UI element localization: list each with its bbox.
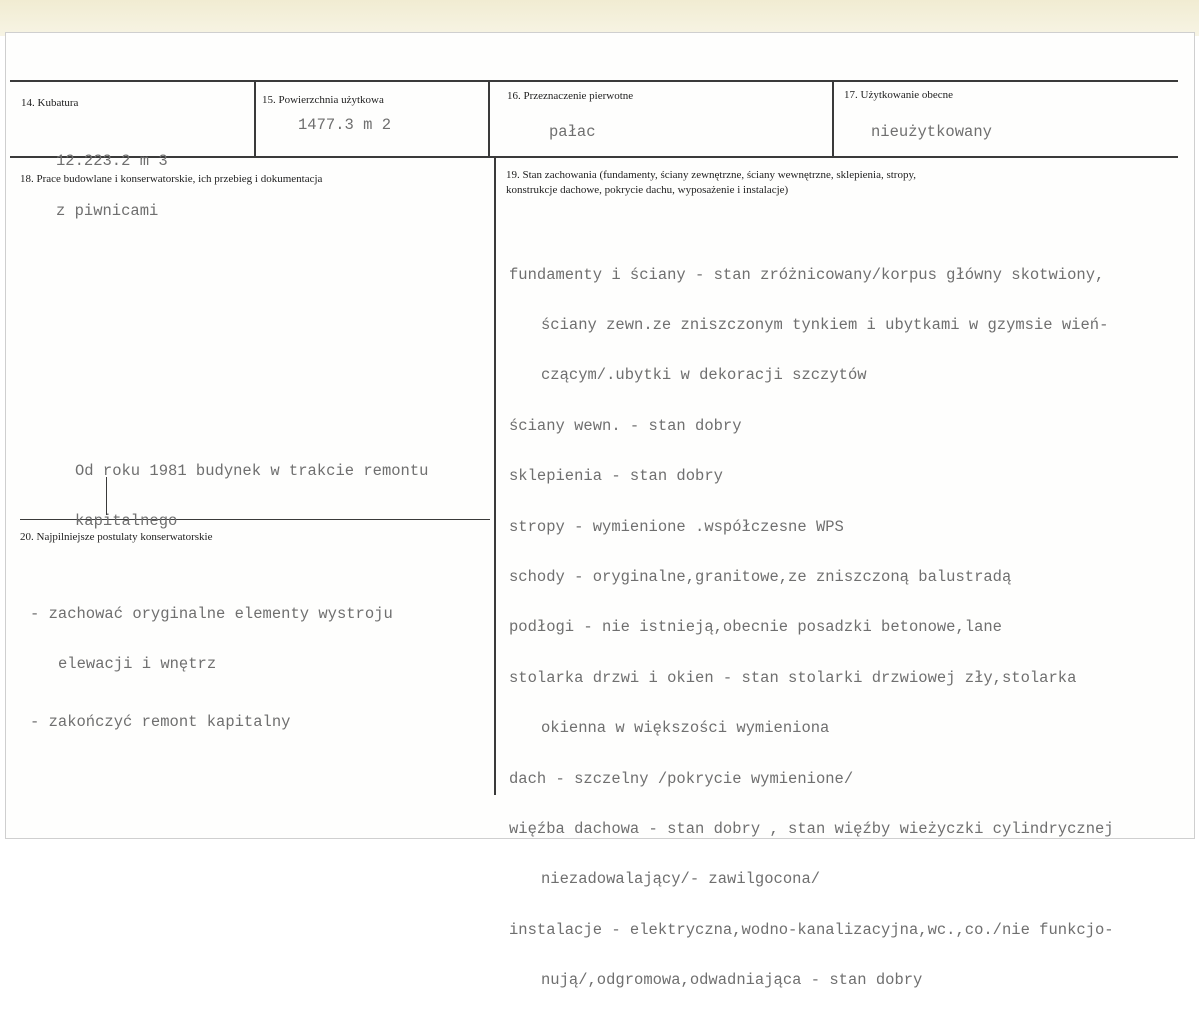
divider-row1-bottom	[10, 156, 1178, 158]
field-14-value-line: z piwnicami	[56, 201, 159, 220]
field-19-label-line: konstrukcje dachowe, pokrycie dachu, wyposażenie i instalacje)	[506, 184, 789, 196]
divider-col1	[254, 81, 256, 157]
field-18-value-line: kapitalnego	[75, 511, 178, 530]
field-19-line: fundamenty i ściany - stan zróżnicowany/korpus główny skotwiony,	[509, 265, 1105, 284]
divider-col3	[832, 81, 834, 157]
field-16-value: pałac	[549, 123, 596, 141]
field-15-value: 1477.3 m 2	[298, 116, 392, 134]
field-18-label: 18. Prace budowlane i konserwatorskie, ich przebieg i dokumentacja	[20, 173, 323, 185]
field-20-label: 20. Najpilniejsze postulaty konserwatorskie	[20, 531, 213, 543]
field-20-value	[30, 572, 393, 765]
field-19-line: okienna w większości wymieniona	[541, 719, 830, 738]
field-19-line: stropy - wymienione .współczesne WPS	[509, 517, 844, 536]
field-19-line: czącym/.ubytki w dekoracji szczytów	[541, 366, 867, 385]
field-19-line: instalacje - elektryczna,wodno-kanalizacyjna,wc.,co./nie funkcjo-	[509, 920, 1114, 939]
field-17-value: nieużytkowany	[871, 123, 992, 141]
field-20-line: - zachować oryginalne elementy wystroju	[30, 604, 393, 623]
field-14-value-line: 12.223.2 m 3	[56, 151, 168, 170]
field-19-value	[509, 233, 1114, 1022]
field-19-line: nują/,odgromowa,odwadniająca - stan dobry	[541, 971, 923, 990]
field-19-line: schody - oryginalne,granitowe,ze zniszczoną balustradą	[509, 567, 1012, 586]
divider-top	[10, 80, 1178, 82]
field-18-value-line: Od roku 1981 budynek w trakcie remontu	[75, 461, 429, 480]
divider-middle	[494, 157, 496, 795]
field-19-line: więźba dachowa - stan dobry , stan więźby wieżyczki cylindrycznej	[509, 819, 1114, 838]
field-20-line: elewacji i wnętrz	[58, 654, 217, 673]
field-19-line: podłogi - nie istnieją,obecnie posadzki betonowe,lane	[509, 618, 1002, 637]
field-19-line: sklepienia - stan dobry	[509, 467, 723, 486]
field-19-label-line: 19. Stan zachowania (fundamenty, ściany zewnętrzne, ściany wewnętrzne, sklepienia, stropy,	[506, 169, 917, 181]
field-19-line: ściany zewn.ze zniszczonym tynkiem i ubytkami w gzymsie wień-	[541, 315, 1109, 334]
field-19-line: ściany wewn. - stan dobry	[509, 416, 742, 435]
field-19-label	[506, 168, 916, 198]
field-17-label: 17. Użytkowanie obecne	[844, 89, 954, 101]
field-19-line: stolarka drzwi i okien - stan stolarki drzwiowej zły,stolarka	[509, 668, 1077, 687]
field-19-line: niezadowalający/- zawilgocona/	[541, 870, 821, 889]
card-top-edge	[0, 0, 1199, 36]
field-15-label: 15. Powierzchnia użytkowa	[262, 94, 384, 106]
field-20-line: - zakończyć remont kapitalny	[30, 713, 291, 732]
field-14-label: 14. Kubatura	[21, 97, 79, 109]
field-16-label: 16. Przeznaczenie pierwotne	[507, 90, 634, 102]
record-card	[5, 32, 1195, 990]
field-19-line: dach - szczelny /pokrycie wymienione/	[509, 769, 854, 788]
divider-col2	[488, 81, 490, 157]
